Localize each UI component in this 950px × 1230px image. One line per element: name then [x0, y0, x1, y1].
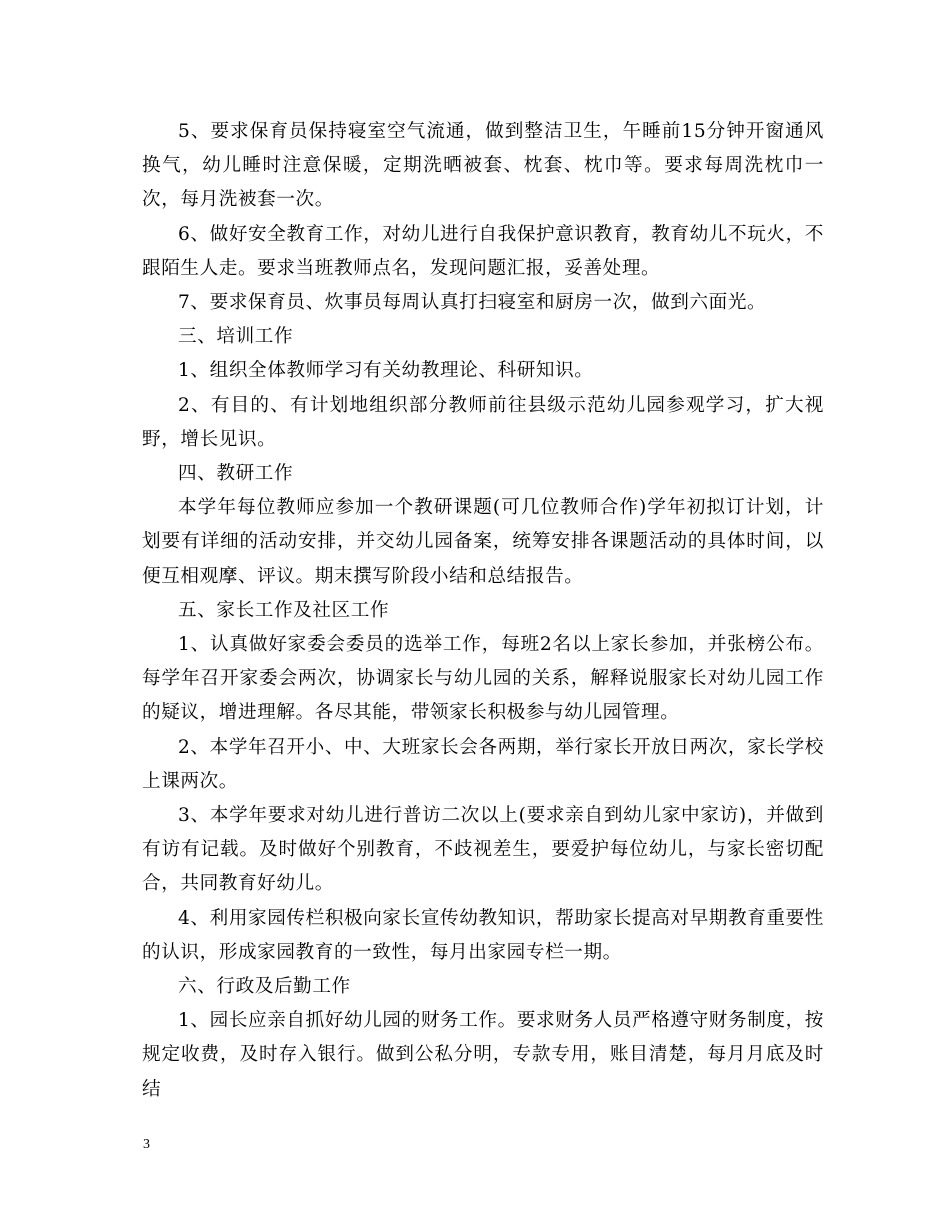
section-heading-admin-logistics: 六、行政及后勤工作	[178, 976, 351, 998]
page-number: 3	[143, 1137, 150, 1152]
section-heading-parents-community: 五、家长工作及社区工作	[178, 599, 390, 621]
paragraph-research: 本学年每位教师应参加一个教研课题(可几位教师合作)学年初拟订计划，计划要有详细的活动安排，并交幼儿园备案，统筹安排各课题活动的具体时间，以便互相观摩、评议。期末撰写阶段小结和总结报告。	[142, 497, 824, 587]
paragraph-item-7: 7、要求保育员、炊事员每周认真打扫寝室和厨房一次，做到六面光。	[178, 292, 767, 314]
document-body	[142, 115, 824, 1107]
paragraph-parents-2: 2、本学年召开小、中、大班家长会各两期，举行家长开放日两次，家长学校上课两次。	[142, 736, 824, 792]
paragraph-parents-4: 4、利用家园传栏积极向家长宣传幼教知识，帮助家长提高对早期教育重要性的认识，形成家园教育的一致性，每月出家园专栏一期。	[142, 907, 824, 963]
section-heading-research: 四、教研工作	[178, 463, 294, 485]
paragraph-admin-1: 1、园长应亲自抓好幼儿园的财务工作。要求财务人员严格遵守财务制度，按规定收费，及时存入银行。做到公私分明，专款专用，账目清楚，每月月底及时结	[142, 1010, 824, 1100]
paragraph-item-6: 6、做好安全教育工作，对幼儿进行自我保护意识教育，教育幼儿不玩火，不跟陌生人走。要求当班教师点名，发现问题汇报，妥善处理。	[142, 223, 824, 279]
paragraph-parents-1: 1、认真做好家委会委员的选举工作，每班2名以上家长参加，并张榜公布。每学年召开家委会两次，协调家长与幼儿园的关系，解释说服家长对幼儿园工作的疑议，增进理解。各尽其能，带领家长积极参与幼儿园管理。	[142, 634, 824, 724]
paragraph-training-1: 1、组织全体教师学习有关幼教理论、科研知识。	[178, 360, 594, 382]
paragraph-parents-3: 3、本学年要求对幼儿进行普访二次以上(要求亲自到幼儿家中家访)，并做到有访有记载。及时做好个别教育，不歧视差生，要爱护每位幼儿，与家长密切配合，共同教育好幼儿。	[142, 805, 824, 895]
paragraph-item-5: 5、要求保育员保持寝室空气流通，做到整洁卫生，午睡前15分钟开窗通风换气，幼儿睡时注意保暖，定期洗晒被套、枕套、枕巾等。要求每周洗枕巾一次，每月洗被套一次。	[142, 121, 824, 211]
section-heading-training: 三、培训工作	[178, 326, 294, 348]
paragraph-training-2: 2、有目的、有计划地组织部分教师前往县级示范幼儿园参观学习，扩大视野，增长见识。	[142, 394, 824, 450]
